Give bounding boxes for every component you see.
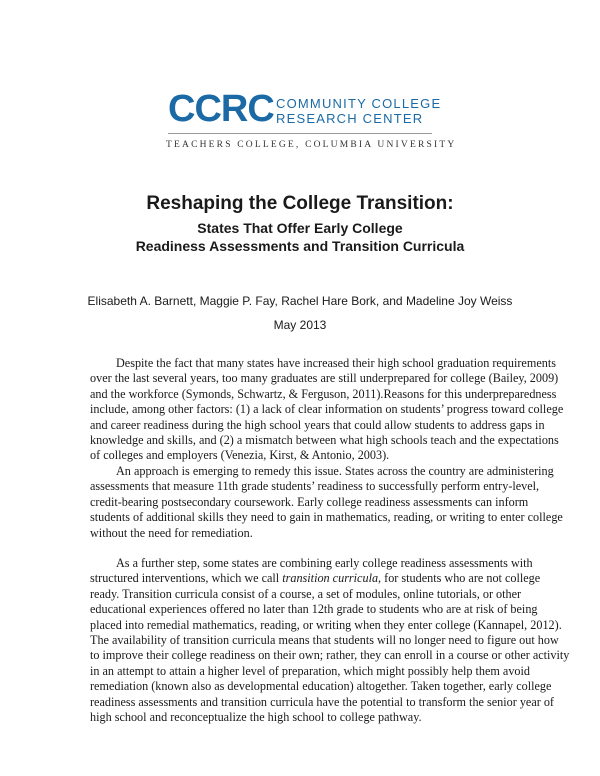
text-line: assessments that measure 11th grade students’ readiness to successfully perform entry-level, [90,479,540,494]
text-line: Despite the fact that many states have increased their high school graduation requirements [116,356,556,370]
paragraph-1 [90,356,564,464]
document-subtitle [0,219,600,255]
logo-name-line2: RESEARCH CENTER [276,111,424,126]
ccrc-logo-name [276,96,441,126]
text-line: readiness assessments and transition curricula have the potential to transform the senior year of [90,694,554,709]
text-line: remediation (known also as developmental education) altogether. Taken together, early college [90,679,552,694]
ccrc-logo-acronym: CCRC [168,88,274,130]
text-line: placed into remedial mathematics, reading, or writing when they enter college (Kannapel, 2012). [90,617,562,632]
text-line: ready. Transition curricula consist of a course, a set of modules, online tutorials, or other [90,586,522,601]
text-line: over the last several years, too many graduates are still underprepared for college (Bailey, 2009) [90,371,559,386]
text-line: credit-bearing postsecondary coursework. Early college readiness assessments can inform [90,494,529,509]
paragraph-2 [90,464,563,541]
text-line: to improve their college readiness on their own; rather, they can enroll in a course or other activity [90,648,570,663]
text-line: and career readiness during the high school years that could allow students to address gaps in [90,417,545,432]
paragraph-3 [90,556,570,725]
text-segment: , for students who are not college [378,571,541,586]
text-line: students of additional skills they need to gain in mathematics, reading, or writing to enter college [90,510,563,525]
text-line: high school and reconceptualize the high school to college pathway. [90,710,422,725]
document-title: Reshaping the College Transition: [146,193,454,214]
text-line: without the need for remediation. [90,525,253,540]
logo-divider [168,133,432,134]
logo-name-line1: COMMUNITY COLLEGE [276,96,442,111]
text-line: An approach is emerging to remedy this issue. States across the country are administering [116,464,554,478]
text-line: include, among other factors: (1) a lack of clear information on students’ progress toward college [90,402,564,417]
publication-date: May 2013 [273,318,327,332]
text-line: and the workforce (Symonds, Schwartz, & Ferguson, 2011).Reasons for this underpreparedness [90,386,557,401]
text-line: in an attempt to attain a higher level of preparation, which might possibly help them avoid [90,663,530,678]
text-line: The availability of transition curricula means that students will no longer need to figure out how [90,633,559,648]
text-segment: structured interventions, which we call [90,571,283,586]
authors: Elisabeth A. Barnett, Maggie P. Fay, Rachel Hare Bork, and Madeline Joy Weiss [87,294,513,308]
text-line: knowledge and skills, and (2) a mismatch between what high schools teach and the expectations [90,433,559,448]
text-line: As a further step, some states are combining early college readiness assessments with [116,556,533,570]
subtitle-line2: Readiness Assessments and Transition Curricula [135,238,465,254]
text-line [90,571,541,586]
text-line: educational experiences offered no later than 12th grade to students who are at risk of being [90,602,538,617]
subtitle-line1: States That Offer Early College [197,220,403,236]
text-line: of colleges and employers (Venezia, Kirst, & Antonio, 2003). [90,448,390,463]
logo-affiliation: TEACHERS COLLEGE, COLUMBIA UNIVERSITY [166,140,457,150]
italic-term: transition curricula [282,571,379,586]
